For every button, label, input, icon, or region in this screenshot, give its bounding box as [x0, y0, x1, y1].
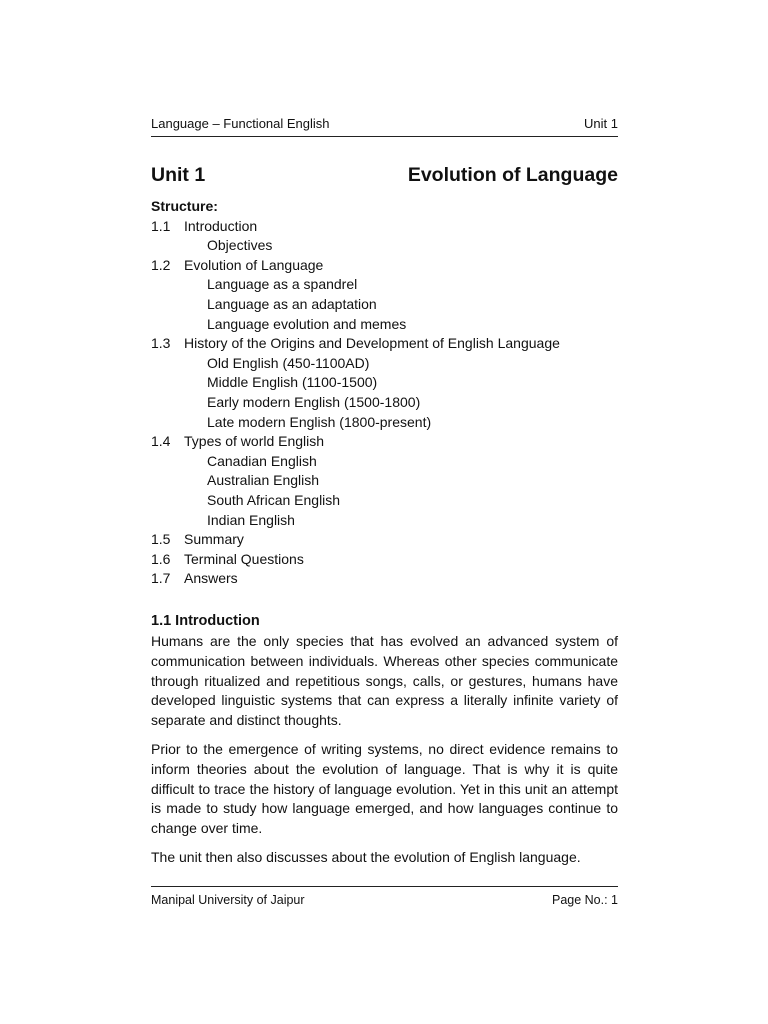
document-page — [151, 0, 618, 1024]
unit-title: Evolution of Language — [407, 164, 618, 186]
toc-item-number: 1.6 — [151, 550, 171, 567]
body-paragraph: Humans are the only species that has evolved an advanced system of communication between individuals. Whereas other species communicate through ritualized and repetitious songs, calls, or gestures, humans have developed linguistic systems that can express a literally infinite variety of separate and distinct thoughts. — [151, 633, 618, 729]
toc-subitem: Old English (450-1100AD) — [207, 354, 370, 371]
toc-item-label: Types of world English — [184, 433, 325, 450]
footer-page-number: Page No.: 1 — [551, 893, 618, 907]
running-header — [151, 115, 618, 137]
structure-outline — [151, 197, 618, 589]
toc-subitem: Language evolution and memes — [207, 315, 407, 332]
toc-subitem: Late modern English (1800-present) — [207, 413, 432, 430]
running-footer — [151, 886, 618, 909]
toc-item — [151, 256, 618, 276]
toc-item-label: Answers — [184, 570, 238, 587]
toc-subitem: Australian English — [207, 472, 320, 489]
toc-subitem: Language as an adaptation — [207, 295, 377, 312]
toc-item — [151, 569, 618, 589]
structure-title: Structure: — [151, 198, 218, 214]
toc-item-label: Summary — [184, 531, 244, 548]
toc-subitem: Objectives — [207, 237, 273, 254]
toc-item — [151, 334, 618, 354]
toc-item — [151, 432, 618, 452]
body-paragraph: The unit then also discusses about the evolution of English language. — [151, 848, 581, 865]
toc-item-number: 1.3 — [151, 335, 171, 352]
toc-item — [151, 217, 618, 237]
introduction-body — [151, 632, 618, 877]
toc-subitem: Early modern English (1500-1800) — [207, 393, 421, 410]
toc-item-label: Introduction — [184, 217, 258, 234]
toc-item-number: 1.4 — [151, 433, 171, 450]
toc-subitem: Canadian English — [207, 452, 317, 469]
toc-item — [151, 530, 618, 550]
header-course-title: Language – Functional English — [151, 116, 330, 131]
toc-item — [151, 550, 618, 570]
unit-number: Unit 1 — [151, 164, 206, 186]
unit-heading — [151, 162, 618, 188]
body-paragraph: Prior to the emergence of writing systems, no direct evidence remains to inform theories about the evolution of language. That is why it is quite difficult to trace the history of language evolution. Yet in this unit an attempt is made to study how language emerged, and how languages continue to change over time. — [151, 740, 618, 837]
toc-subitem: Indian English — [207, 511, 295, 528]
toc-item-number: 1.1 — [151, 217, 171, 234]
header-unit-label: Unit 1 — [584, 116, 618, 131]
toc-item-label: Evolution of Language — [184, 256, 324, 273]
footer-institution: Manipal University of Jaipur — [151, 893, 305, 907]
toc-item-number: 1.2 — [151, 256, 171, 273]
toc-subitem: Language as a spandrel — [207, 276, 358, 293]
section-heading-introduction: 1.1 Introduction — [151, 613, 260, 629]
toc-item-number: 1.5 — [151, 531, 171, 548]
toc-subitem: Middle English (1100-1500) — [207, 374, 378, 391]
toc-item-label: History of the Origins and Development of English Language — [184, 335, 560, 352]
toc-item-number: 1.7 — [151, 570, 171, 587]
toc-item-label: Terminal Questions — [184, 550, 304, 567]
toc-subitem: South African English — [207, 491, 341, 508]
